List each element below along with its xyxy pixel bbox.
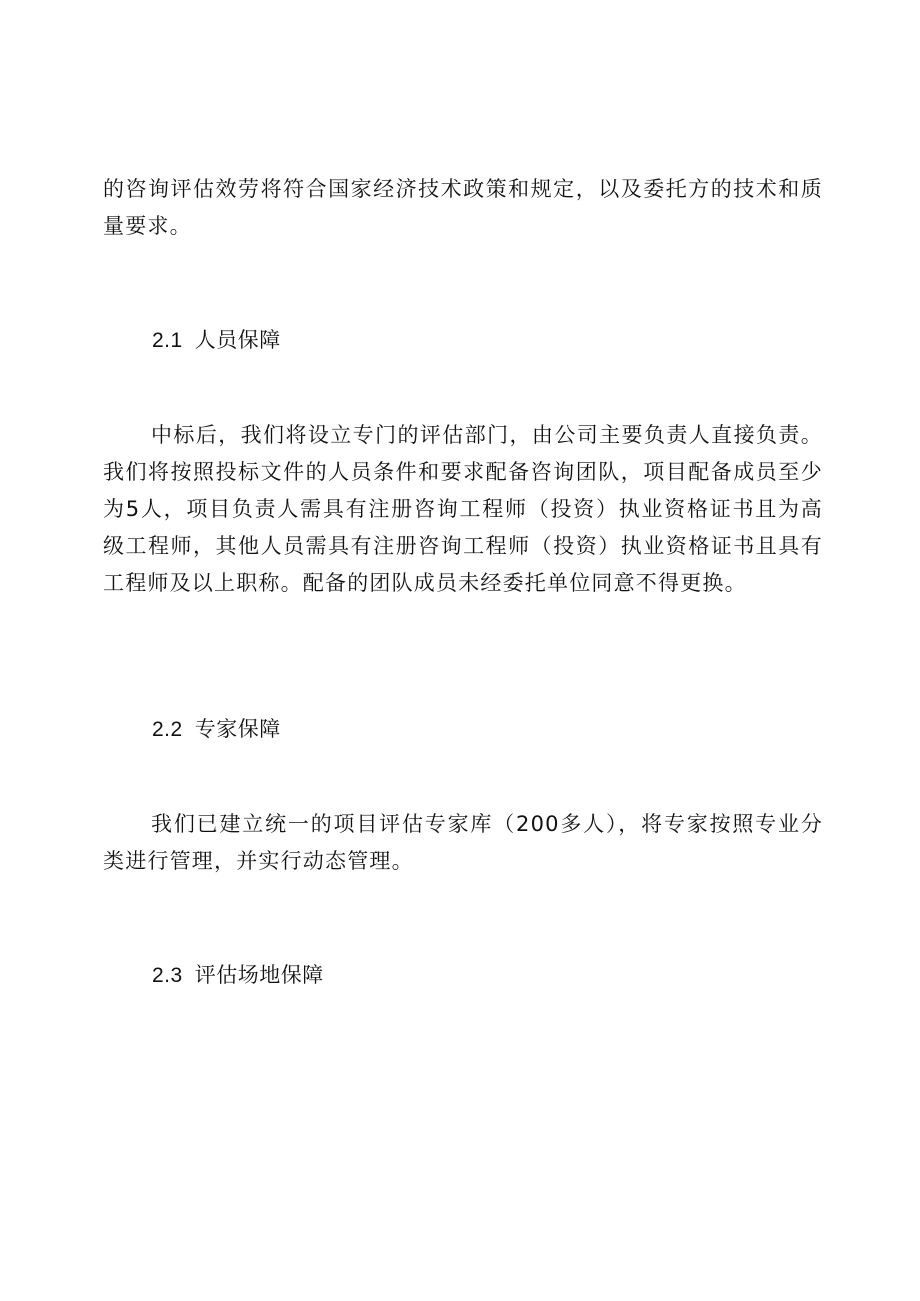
section-number: 2.2 [152,718,183,741]
section-number: 2.1 [152,329,183,352]
section-number: 2.3 [152,964,183,987]
section-heading-2-3 [152,960,324,991]
section-heading-2-2 [152,714,281,745]
section-heading-2-1 [152,325,281,356]
intro-paragraph: 的咨询评估效劳将符合国家经济技术政策和规定，以及委托方的技术和质量要求。 [103,177,823,238]
section-title: 专家保障 [194,717,281,741]
section-body-2-2: 我们已建立统一的项目评估专家库（200多人），将专家按照专业分类进行管理，并实行动态管理。 [103,812,823,873]
section-title: 人员保障 [194,328,281,352]
section-body-2-1: 中标后，我们将设立专门的评估部门，由公司主要负责人直接负责。我们将按照投标文件的人员条件和要求配备咨询团队，项目配备成员至少为5人，项目负责人需具有注册咨询工程师（投资）执业资格证书且为高级工程师，其他人员需具有注册咨询工程师（投资）执业资格证书且具有工程师及以上职称。配备的团队成员未经委托单位同意不得更换。 [103,423,823,595]
section-title: 评估场地保障 [194,963,324,987]
